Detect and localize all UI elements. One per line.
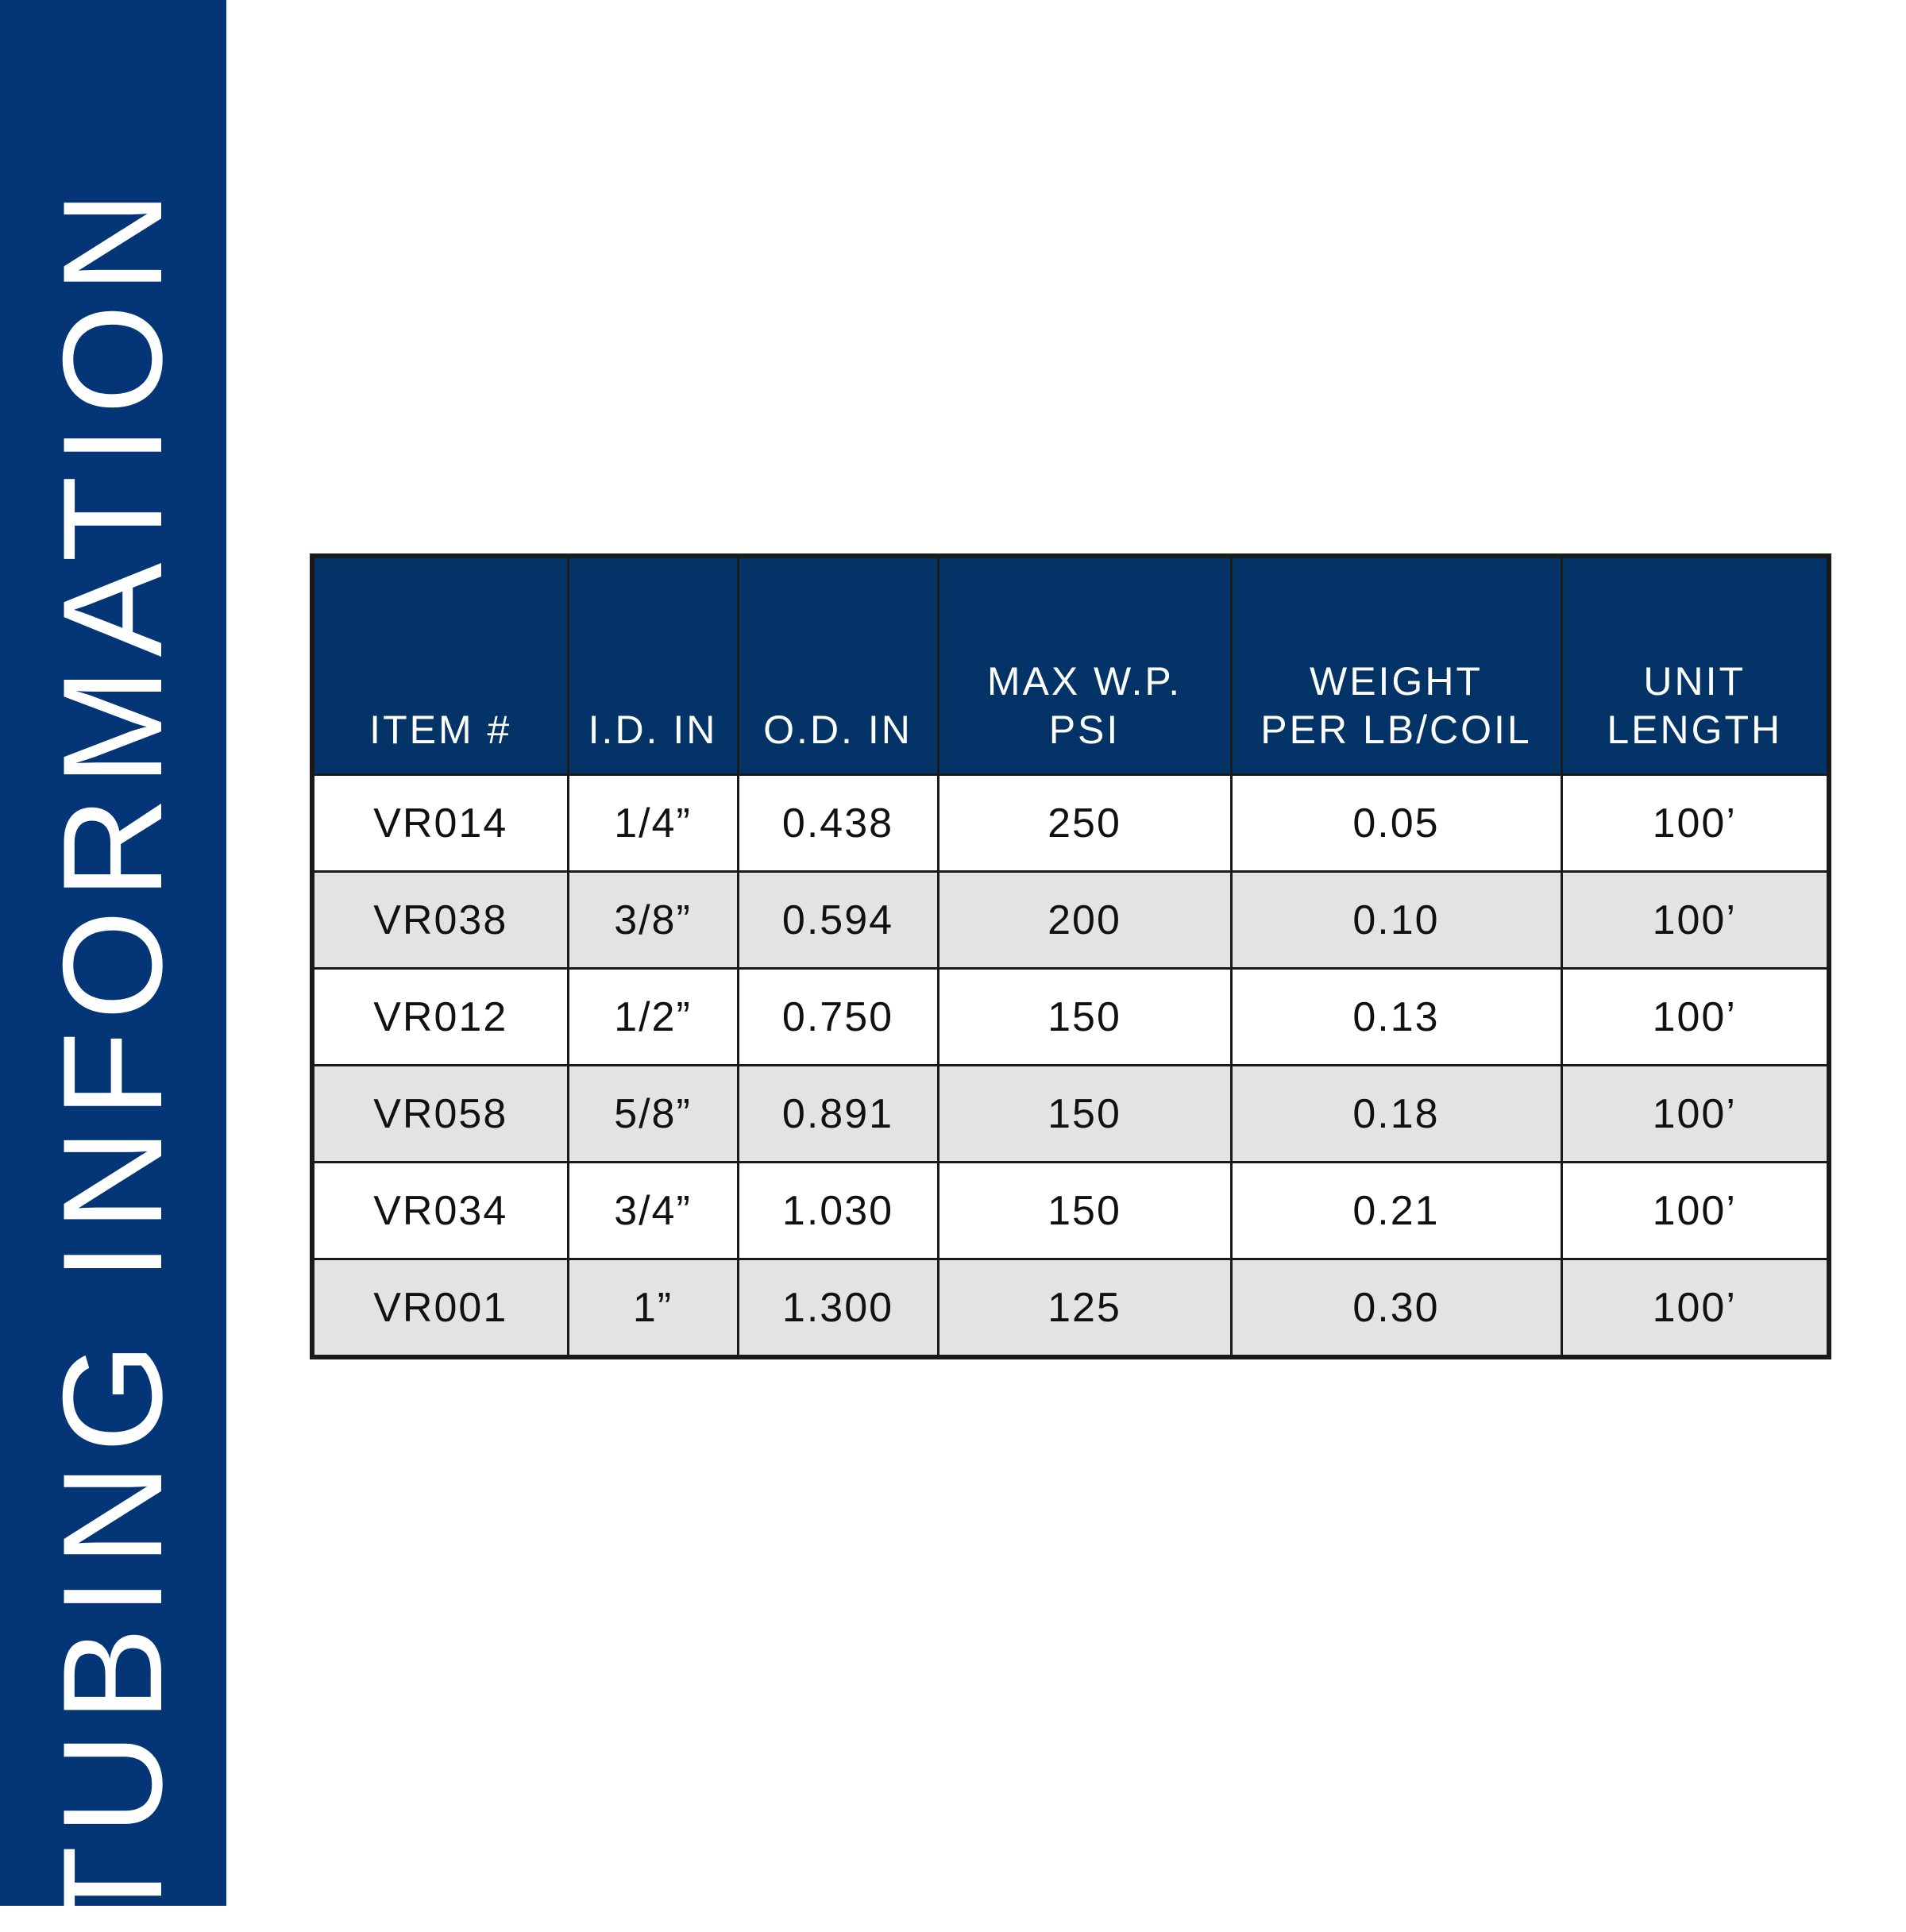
cell-inner-diameter: 5/8”	[568, 1066, 738, 1163]
header-outer-diameter	[738, 556, 938, 775]
table-row	[312, 1066, 1829, 1163]
header-max-working-pressure	[938, 556, 1231, 775]
cell-item-number: VR038	[312, 872, 568, 969]
tubing-spec-table	[310, 553, 1831, 1359]
cell-inner-diameter: 1/4”	[568, 775, 738, 872]
cell-weight: 0.21	[1231, 1163, 1561, 1259]
cell-outer-diameter: 0.594	[738, 872, 938, 969]
cell-max-pressure: 150	[938, 969, 1231, 1066]
cell-outer-diameter: 0.438	[738, 775, 938, 872]
cell-inner-diameter: 1”	[568, 1259, 738, 1358]
cell-outer-diameter: 1.300	[738, 1259, 938, 1358]
sidebar-band	[0, 0, 226, 1932]
cell-weight: 0.18	[1231, 1066, 1561, 1163]
table-row	[312, 775, 1829, 872]
cell-unit-length: 100’	[1561, 872, 1829, 969]
header-line: UNIT	[1643, 659, 1746, 704]
cell-weight: 0.05	[1231, 775, 1561, 872]
header-inner-diameter	[568, 556, 738, 775]
cell-max-pressure: 250	[938, 775, 1231, 872]
header-unit-length	[1561, 556, 1829, 775]
cell-item-number: VR034	[312, 1163, 568, 1259]
header-line: O.D. IN	[763, 708, 912, 752]
cell-max-pressure: 150	[938, 1163, 1231, 1259]
cell-unit-length: 100’	[1561, 1066, 1829, 1163]
cell-max-pressure: 200	[938, 872, 1231, 969]
header-line: PER LB/COIL	[1260, 708, 1532, 752]
cell-weight: 0.13	[1231, 969, 1561, 1066]
header-item-number	[312, 556, 568, 775]
table-row	[312, 872, 1829, 969]
table-header-row	[312, 556, 1829, 775]
cell-unit-length: 100’	[1561, 969, 1829, 1066]
cell-weight: 0.10	[1231, 872, 1561, 969]
cell-item-number: VR014	[312, 775, 568, 872]
header-line: LENGTH	[1607, 708, 1783, 752]
table-row	[312, 1163, 1829, 1259]
cell-outer-diameter: 1.030	[738, 1163, 938, 1259]
cell-outer-diameter: 0.750	[738, 969, 938, 1066]
cell-item-number: VR058	[312, 1066, 568, 1163]
cell-weight: 0.30	[1231, 1259, 1561, 1358]
cell-max-pressure: 125	[938, 1259, 1231, 1358]
table-row	[312, 969, 1829, 1066]
page-title: TUBING INFORMATION	[33, 179, 191, 1932]
cell-unit-length: 100’	[1561, 1163, 1829, 1259]
cell-item-number: VR012	[312, 969, 568, 1066]
cell-item-number: VR001	[312, 1259, 568, 1358]
header-line: MAX W.P.	[986, 659, 1183, 704]
header-line: ITEM #	[369, 708, 512, 752]
cell-inner-diameter: 1/2”	[568, 969, 738, 1066]
header-line: I.D. IN	[588, 708, 718, 752]
cell-inner-diameter: 3/4”	[568, 1163, 738, 1259]
cell-max-pressure: 150	[938, 1066, 1231, 1163]
header-weight	[1231, 556, 1561, 775]
header-line: WEIGHT	[1310, 659, 1483, 704]
header-line: PSI	[1048, 708, 1121, 752]
table-row	[312, 1259, 1829, 1358]
cell-outer-diameter: 0.891	[738, 1066, 938, 1163]
cell-unit-length: 100’	[1561, 1259, 1829, 1358]
cell-inner-diameter: 3/8”	[568, 872, 738, 969]
cell-unit-length: 100’	[1561, 775, 1829, 872]
